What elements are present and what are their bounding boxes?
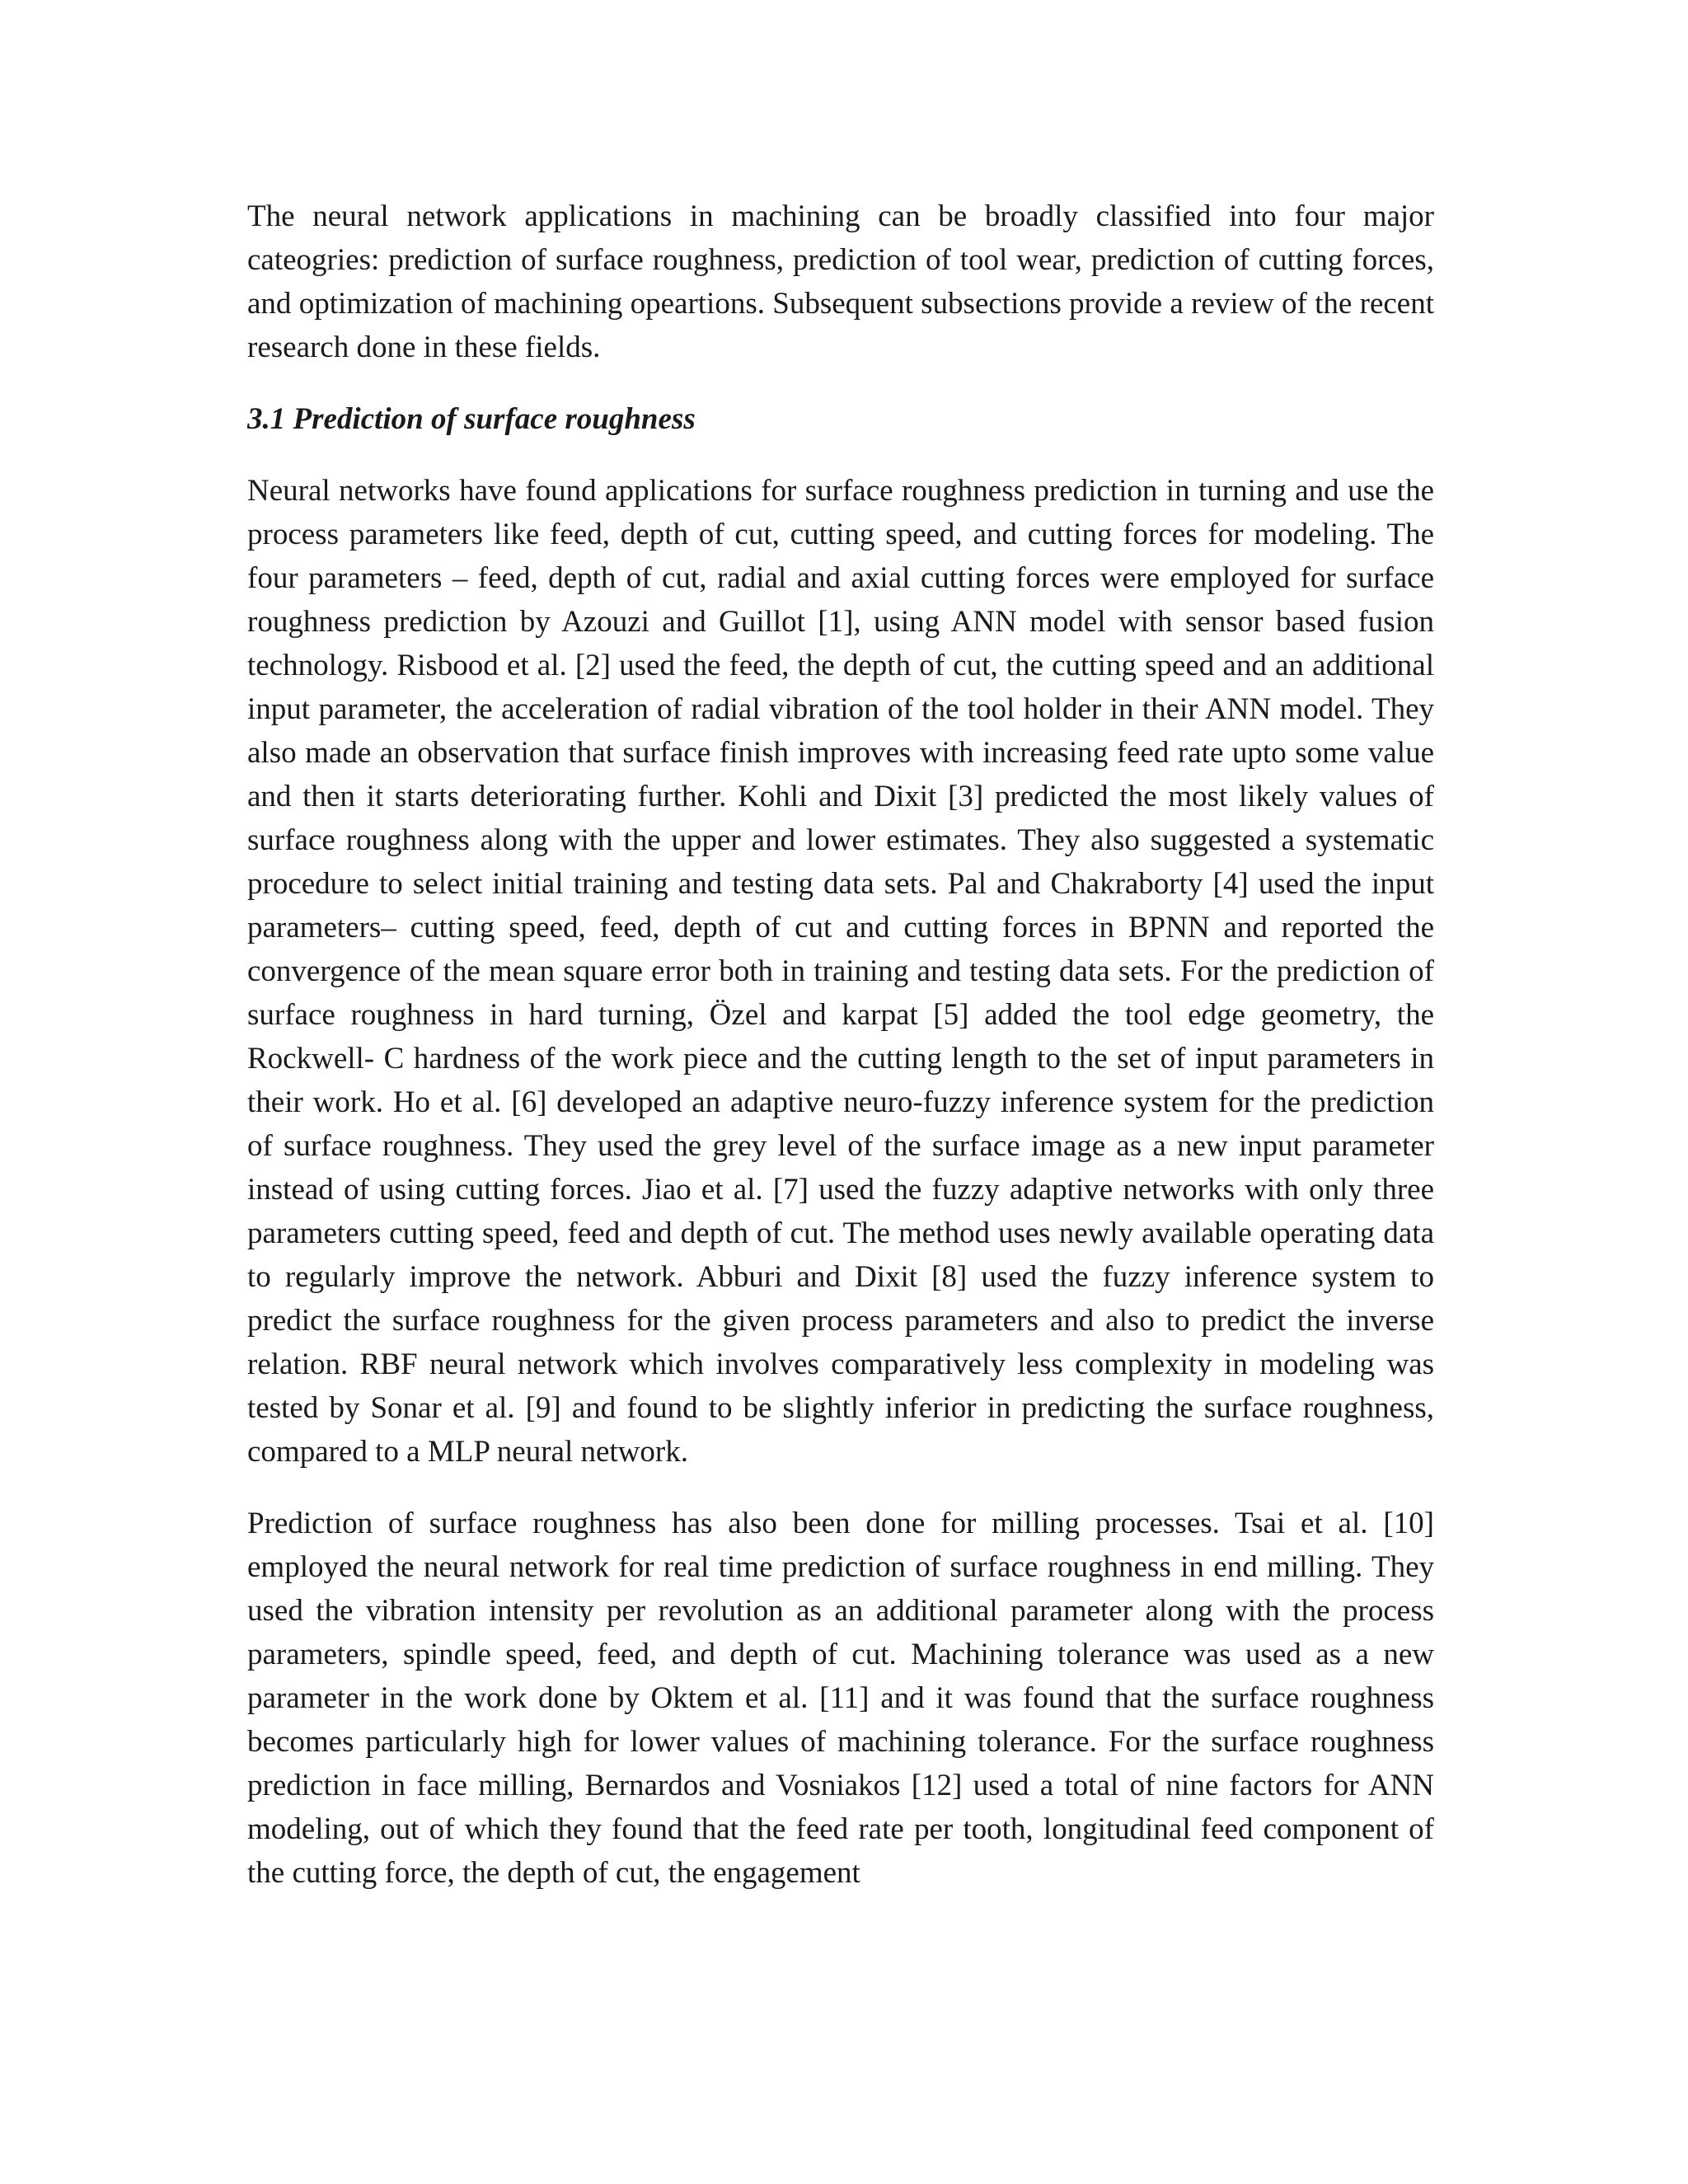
document-page: [247, 194, 1434, 1895]
paragraph-turning: Neural networks have found applications for surface roughness prediction in turning and use the process parameters like feed, depth of cut, cutting speed, and cutting forces for modeling. The four parameters – feed, depth of cut, radial and axial cutting forces were employed for surface roughness prediction by Azouzi and Guillot [1], using ANN model with sensor based fusion technology. Risbood et al. [2] used the feed, the depth of cut, the cutting speed and an additional input parameter, the acceleration of radial vibration of the tool holder in their ANN model. They also made an observation that surface finish improves with increasing feed rate upto some value and then it starts deteriorating further. Kohli and Dixit [3] predicted the most likely values of surface roughness along with the upper and lower estimates. They also suggested a systematic procedure to select initial training and testing data sets. Pal and Chakraborty [4] used the input parameters– cutting speed, feed, depth of cut and cutting forces in BPNN and reported the convergence of the mean square error both in training and testing data sets. For the prediction of surface roughness in hard turning, Özel and karpat [5] added the tool edge geometry, the Rockwell- C hardness of the work piece and the cutting length to the set of input parameters in their work. Ho et al. [6] developed an adaptive neuro-fuzzy inference system for the prediction of surface roughness. They used the grey level of the surface image as a new input parameter instead of using cutting forces. Jiao et al. [7] used the fuzzy adaptive networks with only three parameters cutting speed, feed and depth of cut. The method uses newly available operating data to regularly improve the network. Abburi and Dixit [8] used the fuzzy inference system to predict the surface roughness for the given process parameters and also to predict the inverse relation. RBF neural network which involves comparatively less complexity in modeling was tested by Sonar et al. [9] and found to be slightly inferior in predicting the surface roughness, compared to a MLP neural network.: [247, 474, 1434, 1469]
intro-paragraph: The neural network applications in machining can be broadly classified into four major cateogries: prediction of surface roughness, prediction of tool wear, prediction of cutting forces, and optimization of machining opeartions. Subsequent subsections provide a review of the recent research done in these fields.: [247, 199, 1434, 364]
section-heading: 3.1 Prediction of surface roughness: [247, 402, 696, 436]
paragraph-milling: Prediction of surface roughness has also been done for milling processes. Tsai et al. [10] employed the neural network for real time prediction of surface roughness in end milling. They used the vibration intensity per revolution as an additional parameter along with the process parameters, spindle speed, feed, and depth of cut. Machining tolerance was used as a new parameter in the work done by Oktem et al. [11] and it was found that the surface roughness becomes particularly high for lower values of machining tolerance. For the surface roughness prediction in face milling, Bernardos and Vosniakos [12] used a total of nine factors for ANN modeling, out of which they found that the feed rate per tooth, longitudinal feed component of the cutting force, the depth of cut, the engagement: [247, 1507, 1434, 1890]
